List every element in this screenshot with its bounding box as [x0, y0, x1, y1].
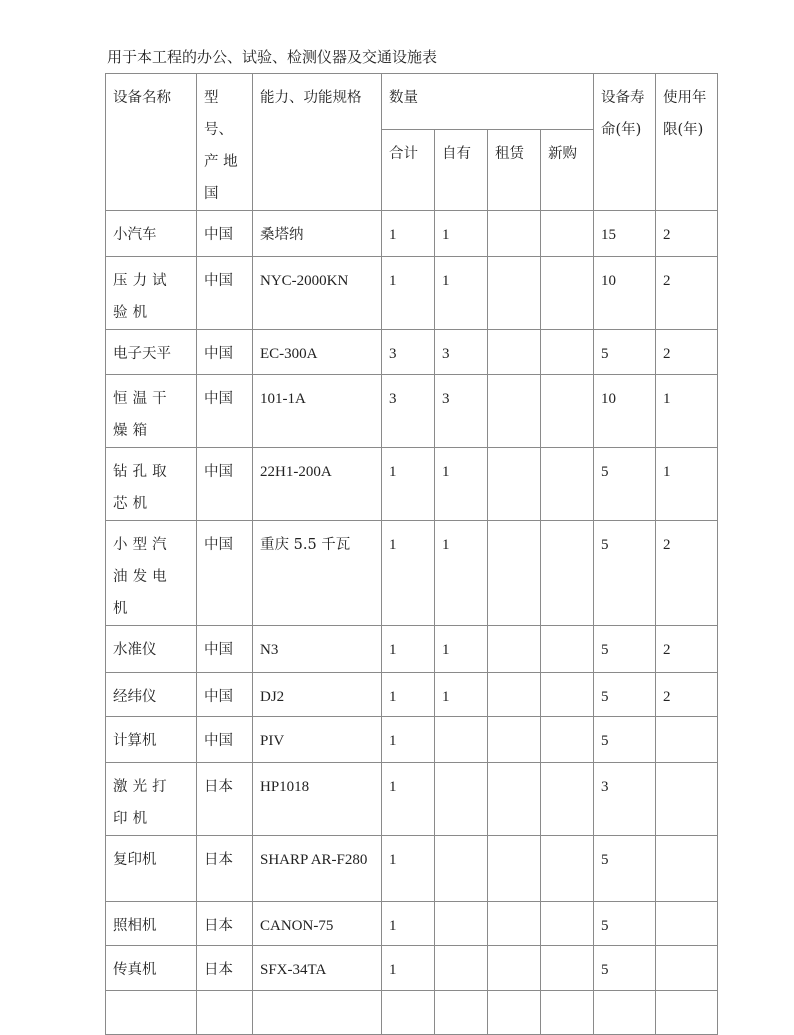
cell-spec: NYC-2000KN — [253, 257, 382, 330]
cell-years: 2 — [656, 330, 718, 375]
cell-leased — [488, 836, 541, 902]
table-row — [106, 946, 718, 991]
cell-total: 1 — [382, 521, 435, 626]
cell-leased — [488, 521, 541, 626]
cell-origin — [197, 991, 253, 1035]
cell-new — [541, 448, 594, 521]
table-title: 用于本工程的办公、试验、检测仪器及交通设施表 — [107, 48, 438, 66]
header-total: 合计 — [382, 130, 435, 211]
cell-spec: PIV — [253, 717, 382, 763]
cell-new — [541, 626, 594, 673]
cell-leased — [488, 763, 541, 836]
cell-name: 照相机 — [106, 902, 197, 946]
cell-leased — [488, 448, 541, 521]
equipment-table — [105, 73, 718, 1035]
cell-spec: 重庆 5.5 千瓦 — [253, 521, 382, 626]
cell-total: 3 — [382, 375, 435, 448]
table-row — [106, 717, 718, 763]
cell-years: 1 — [656, 375, 718, 448]
cell-owned: 1 — [435, 257, 488, 330]
cell-new — [541, 330, 594, 375]
cell-years — [656, 946, 718, 991]
cell-new — [541, 717, 594, 763]
cell-life: 5 — [594, 836, 656, 902]
cell-owned: 1 — [435, 448, 488, 521]
cell-owned — [435, 902, 488, 946]
cell-total: 1 — [382, 626, 435, 673]
header-spec: 能力、功能规格 — [253, 74, 382, 211]
cell-years — [656, 717, 718, 763]
cell-life: 5 — [594, 330, 656, 375]
table-row — [106, 375, 718, 448]
cell-name: 小汽车 — [106, 211, 197, 257]
table-row — [106, 991, 718, 1035]
table-body — [106, 211, 718, 1035]
cell-new — [541, 521, 594, 626]
cell-new — [541, 991, 594, 1035]
header-new: 新购 — [541, 130, 594, 211]
cell-origin: 中国 — [197, 626, 253, 673]
cell-name: 传真机 — [106, 946, 197, 991]
table-row — [106, 673, 718, 717]
cell-life: 10 — [594, 375, 656, 448]
cell-life: 10 — [594, 257, 656, 330]
cell-origin: 日本 — [197, 836, 253, 902]
cell-owned: 3 — [435, 375, 488, 448]
cell-life: 5 — [594, 448, 656, 521]
cell-origin: 中国 — [197, 257, 253, 330]
cell-total: 1 — [382, 836, 435, 902]
cell-years — [656, 902, 718, 946]
cell-years — [656, 991, 718, 1035]
cell-name: 电子天平 — [106, 330, 197, 375]
cell-new — [541, 763, 594, 836]
cell-name: 计算机 — [106, 717, 197, 763]
cell-total: 1 — [382, 257, 435, 330]
cell-spec: HP1018 — [253, 763, 382, 836]
cell-years: 2 — [656, 673, 718, 717]
cell-name: 钻孔取芯机 — [106, 448, 197, 521]
cell-name — [106, 991, 197, 1035]
cell-spec: DJ2 — [253, 673, 382, 717]
cell-leased — [488, 717, 541, 763]
cell-owned — [435, 717, 488, 763]
cell-origin: 中国 — [197, 673, 253, 717]
cell-years: 2 — [656, 521, 718, 626]
table-row — [106, 521, 718, 626]
cell-leased — [488, 330, 541, 375]
table-row — [106, 211, 718, 257]
table-row — [106, 763, 718, 836]
cell-spec: EC-300A — [253, 330, 382, 375]
cell-spec: SFX-34TA — [253, 946, 382, 991]
cell-origin: 中国 — [197, 211, 253, 257]
cell-new — [541, 211, 594, 257]
cell-owned: 1 — [435, 673, 488, 717]
cell-origin: 日本 — [197, 946, 253, 991]
cell-life: 5 — [594, 521, 656, 626]
cell-leased — [488, 946, 541, 991]
cell-leased — [488, 211, 541, 257]
cell-name: 小型汽油发电机 — [106, 521, 197, 626]
cell-total: 1 — [382, 717, 435, 763]
cell-name: 经纬仪 — [106, 673, 197, 717]
header-leased: 租赁 — [488, 130, 541, 211]
cell-years: 1 — [656, 448, 718, 521]
cell-name: 恒温干燥箱 — [106, 375, 197, 448]
cell-new — [541, 375, 594, 448]
cell-spec: CANON-75 — [253, 902, 382, 946]
header-model: 型号、产 地国 — [197, 74, 253, 211]
cell-origin: 中国 — [197, 375, 253, 448]
cell-life: 5 — [594, 717, 656, 763]
cell-owned — [435, 836, 488, 902]
cell-spec — [253, 991, 382, 1035]
cell-life — [594, 991, 656, 1035]
header-life: 设备寿命(年) — [594, 74, 656, 211]
cell-origin: 日本 — [197, 902, 253, 946]
cell-origin: 中国 — [197, 717, 253, 763]
cell-life: 5 — [594, 946, 656, 991]
cell-years: 2 — [656, 211, 718, 257]
cell-life: 3 — [594, 763, 656, 836]
header-owned: 自有 — [435, 130, 488, 211]
cell-total: 1 — [382, 673, 435, 717]
table-row — [106, 257, 718, 330]
cell-new — [541, 946, 594, 991]
cell-years: 2 — [656, 257, 718, 330]
table-row — [106, 448, 718, 521]
cell-new — [541, 902, 594, 946]
cell-name: 压力试验机 — [106, 257, 197, 330]
cell-origin: 中国 — [197, 521, 253, 626]
cell-leased — [488, 673, 541, 717]
cell-origin: 中国 — [197, 448, 253, 521]
cell-spec: SHARP AR-F280 — [253, 836, 382, 902]
cell-origin: 中国 — [197, 330, 253, 375]
cell-owned: 3 — [435, 330, 488, 375]
cell-spec: 101-1A — [253, 375, 382, 448]
cell-owned — [435, 946, 488, 991]
cell-new — [541, 257, 594, 330]
cell-life: 5 — [594, 673, 656, 717]
cell-owned — [435, 991, 488, 1035]
table-row — [106, 836, 718, 902]
cell-name: 水准仪 — [106, 626, 197, 673]
cell-leased — [488, 902, 541, 946]
cell-spec: 22H1-200A — [253, 448, 382, 521]
cell-years — [656, 763, 718, 836]
header-quantity: 数量 — [382, 74, 594, 130]
cell-origin: 日本 — [197, 763, 253, 836]
cell-total: 1 — [382, 211, 435, 257]
cell-owned: 1 — [435, 626, 488, 673]
cell-life: 15 — [594, 211, 656, 257]
cell-new — [541, 673, 594, 717]
cell-leased — [488, 257, 541, 330]
cell-total: 1 — [382, 946, 435, 991]
header-name: 设备名称 — [106, 74, 197, 211]
cell-owned: 1 — [435, 211, 488, 257]
cell-spec: 桑塔纳 — [253, 211, 382, 257]
table-row — [106, 902, 718, 946]
cell-years: 2 — [656, 626, 718, 673]
cell-leased — [488, 375, 541, 448]
cell-life: 5 — [594, 626, 656, 673]
header-years: 使用年限(年) — [656, 74, 718, 211]
cell-name: 激光打印机 — [106, 763, 197, 836]
cell-life: 5 — [594, 902, 656, 946]
cell-total: 1 — [382, 448, 435, 521]
cell-spec: N3 — [253, 626, 382, 673]
table-row — [106, 330, 718, 375]
cell-total: 1 — [382, 763, 435, 836]
table-row — [106, 626, 718, 673]
cell-total — [382, 991, 435, 1035]
cell-leased — [488, 991, 541, 1035]
cell-owned — [435, 763, 488, 836]
cell-total: 1 — [382, 902, 435, 946]
cell-leased — [488, 626, 541, 673]
cell-owned: 1 — [435, 521, 488, 626]
cell-years — [656, 836, 718, 902]
cell-name: 复印机 — [106, 836, 197, 902]
cell-total: 3 — [382, 330, 435, 375]
cell-new — [541, 836, 594, 902]
